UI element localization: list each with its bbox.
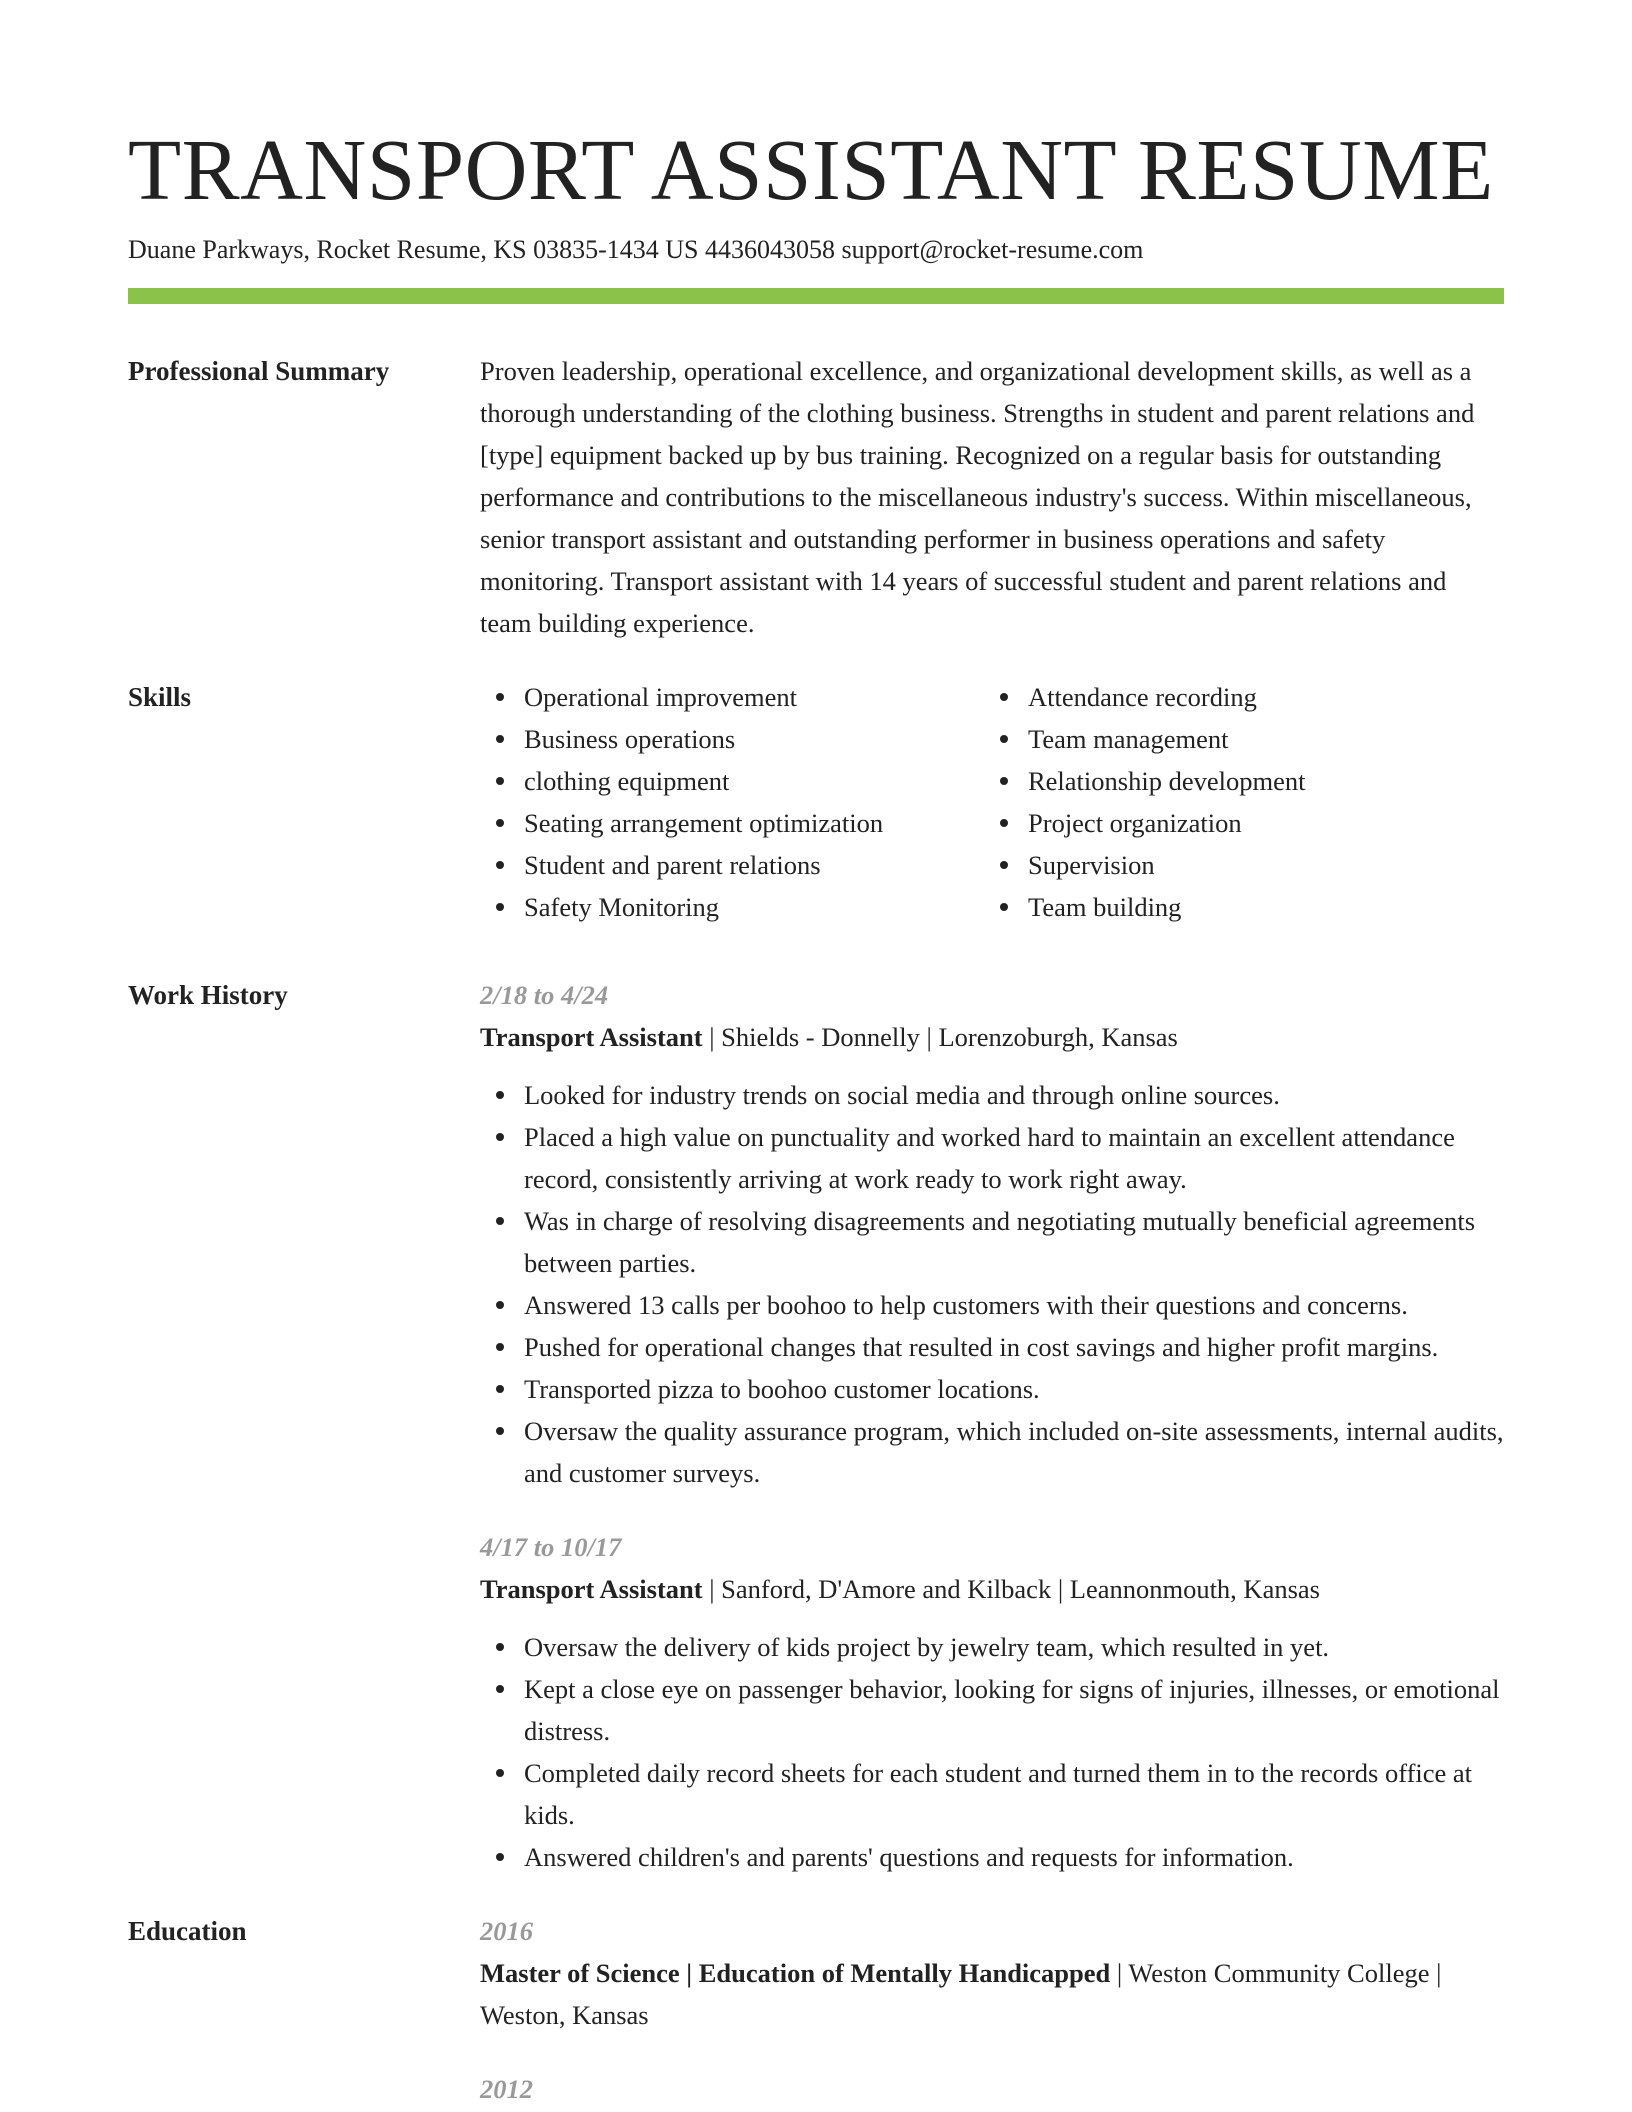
list-item-text: Project organization <box>1028 808 1242 838</box>
job-title: Transport Assistant <box>480 1022 703 1052</box>
job-date: 2/18 to 4/24 <box>480 980 609 1010</box>
skills-column-right <box>984 676 1305 928</box>
work-history-heading: Work History <box>128 980 288 1010</box>
bullet-icon <box>496 1217 504 1225</box>
education-heading: Education <box>128 1916 247 1946</box>
jobs-list <box>480 974 1504 1878</box>
bullet-icon <box>1000 903 1008 911</box>
skills-section <box>128 676 1504 928</box>
list-item-text: Seating arrangement optimization <box>524 808 884 838</box>
list-item-text: Answered children's and parents' questions and requests for information. <box>524 1842 1294 1872</box>
skills-grid <box>480 676 1504 928</box>
summary-text: Proven leadership, operational excellence, and organizational development skills, as well as a thorough understanding of the clothing business. Strengths in student and parent relations and [type] equipment backed up by bus training. Recognized on a regular basis for outstanding performance and contributions to the miscellaneous industry's success. Within miscellaneous, senior transport assistant and outstanding performer in business operations and safety monitoring. Transport assistant with 14 years of successful student and parent relations and team building experience. <box>480 356 1475 638</box>
job-title-line <box>480 1016 1504 1058</box>
education-date: 2016 <box>480 1916 533 1946</box>
list-item-text: Completed daily record sheets for each student and turned them in to the records office at kids. <box>524 1758 1473 1830</box>
list-item-text: Team management <box>1028 724 1229 754</box>
list-item <box>480 1626 1504 1668</box>
bullet-icon <box>496 693 504 701</box>
bullet-icon <box>496 1385 504 1393</box>
bullet-icon <box>1000 735 1008 743</box>
list-item <box>480 844 984 886</box>
list-item-text: Supervision <box>1028 850 1155 880</box>
list-item <box>480 1326 1504 1368</box>
education-title-line <box>480 1952 1504 2036</box>
list-item <box>480 1752 1504 1836</box>
bullet-icon <box>1000 777 1008 785</box>
list-item-text: Kept a close eye on passenger behavior, looking for signs of injuries, illnesses, or emotional distress. <box>524 1674 1500 1746</box>
list-item <box>480 1836 1504 1878</box>
bullet-icon <box>496 735 504 743</box>
list-item <box>480 1668 1504 1752</box>
education-section <box>128 1910 1504 2110</box>
list-item-text: Transported pizza to boohoo customer locations. <box>524 1374 1040 1404</box>
bullet-icon <box>496 861 504 869</box>
list-item <box>480 1410 1504 1494</box>
list-item <box>984 844 1305 886</box>
list-item-text: Student and parent relations <box>524 850 821 880</box>
list-item-text: Pushed for operational changes that resulted in cost savings and higher profit margins. <box>524 1332 1439 1362</box>
summary-section <box>128 350 1504 644</box>
bullet-icon <box>1000 693 1008 701</box>
job-title: Transport Assistant <box>480 1574 703 1604</box>
list-item-text: Oversaw the delivery of kids project by jewelry team, which resulted in yet. <box>524 1632 1330 1662</box>
list-item-text: Operational improvement <box>524 682 798 712</box>
list-item-text: Placed a high value on punctuality and worked hard to maintain an excellent attendance record, consistently arriving at work ready to work right away. <box>524 1122 1455 1194</box>
list-item <box>480 1116 1504 1200</box>
list-item-text: Was in charge of resolving disagreements and negotiating mutually beneficial agreements between parties. <box>524 1206 1476 1278</box>
education-list <box>480 1910 1504 2110</box>
job-entry <box>480 1526 1504 1878</box>
resume-title: TRANSPORT ASSISTANT RESUME <box>128 121 1494 218</box>
school-location: | Weston Community College | Weston, Kansas <box>480 1958 1442 2030</box>
header-divider <box>128 288 1504 304</box>
bullet-icon <box>496 1769 504 1777</box>
list-item <box>984 886 1305 928</box>
list-item-text: Relationship development <box>1028 766 1306 796</box>
job-employer-location: | Shields - Donnelly | Lorenzoburgh, Kansas <box>702 1022 1178 1052</box>
list-item-text: clothing equipment <box>524 766 730 796</box>
list-item <box>480 760 984 802</box>
list-item <box>984 718 1305 760</box>
job-employer-location: | Sanford, D'Amore and Kilback | Leannonmouth, Kansas <box>702 1574 1320 1604</box>
summary-heading: Professional Summary <box>128 356 390 386</box>
degree-name: Master of Science | Education of Mentally Handicapped <box>480 1958 1111 1988</box>
education-date: 2012 <box>480 2074 533 2104</box>
list-item <box>984 802 1305 844</box>
list-item <box>480 1074 1504 1116</box>
bullet-icon <box>496 1091 504 1099</box>
bullet-icon <box>496 903 504 911</box>
bullet-icon <box>1000 861 1008 869</box>
bullet-icon <box>496 1427 504 1435</box>
job-bullets <box>480 1074 1504 1494</box>
list-item-text: Answered 13 calls per boohoo to help customers with their questions and concerns. <box>524 1290 1408 1320</box>
list-item-text: Attendance recording <box>1028 682 1257 712</box>
resume-page <box>128 120 1504 2110</box>
skills-heading: Skills <box>128 682 192 712</box>
list-item <box>480 886 984 928</box>
bullet-icon <box>1000 819 1008 827</box>
education-entry <box>480 1910 1504 2036</box>
list-item <box>480 1368 1504 1410</box>
job-entry <box>480 974 1504 1494</box>
list-item <box>480 718 984 760</box>
job-date: 4/17 to 10/17 <box>480 1532 622 1562</box>
list-item-text: Team building <box>1028 892 1182 922</box>
education-entry <box>480 2068 1504 2110</box>
bullet-icon <box>496 1643 504 1651</box>
job-title-line <box>480 1568 1504 1610</box>
bullet-icon <box>496 1685 504 1693</box>
list-item-text: Business operations <box>524 724 736 754</box>
work-history-section <box>128 974 1504 1878</box>
bullet-icon <box>496 1343 504 1351</box>
contact-line: Duane Parkways, Rocket Resume, KS 03835-1434 US 4436043058 support@rocket-resume.com <box>128 235 1144 264</box>
list-item <box>480 1284 1504 1326</box>
list-item <box>480 802 984 844</box>
list-item-text: Safety Monitoring <box>524 892 720 922</box>
list-item <box>480 1200 1504 1284</box>
bullet-icon <box>496 1853 504 1861</box>
bullet-icon <box>496 777 504 785</box>
list-item <box>480 676 984 718</box>
job-bullets <box>480 1626 1504 1878</box>
list-item-text: Oversaw the quality assurance program, which included on-site assessments, internal audits, and customer surveys. <box>524 1416 1504 1488</box>
skills-column-left <box>480 676 984 928</box>
list-item-text: Looked for industry trends on social media and through online sources. <box>524 1080 1280 1110</box>
list-item <box>984 676 1305 718</box>
bullet-icon <box>496 1301 504 1309</box>
bullet-icon <box>496 1133 504 1141</box>
bullet-icon <box>496 819 504 827</box>
list-item <box>984 760 1305 802</box>
